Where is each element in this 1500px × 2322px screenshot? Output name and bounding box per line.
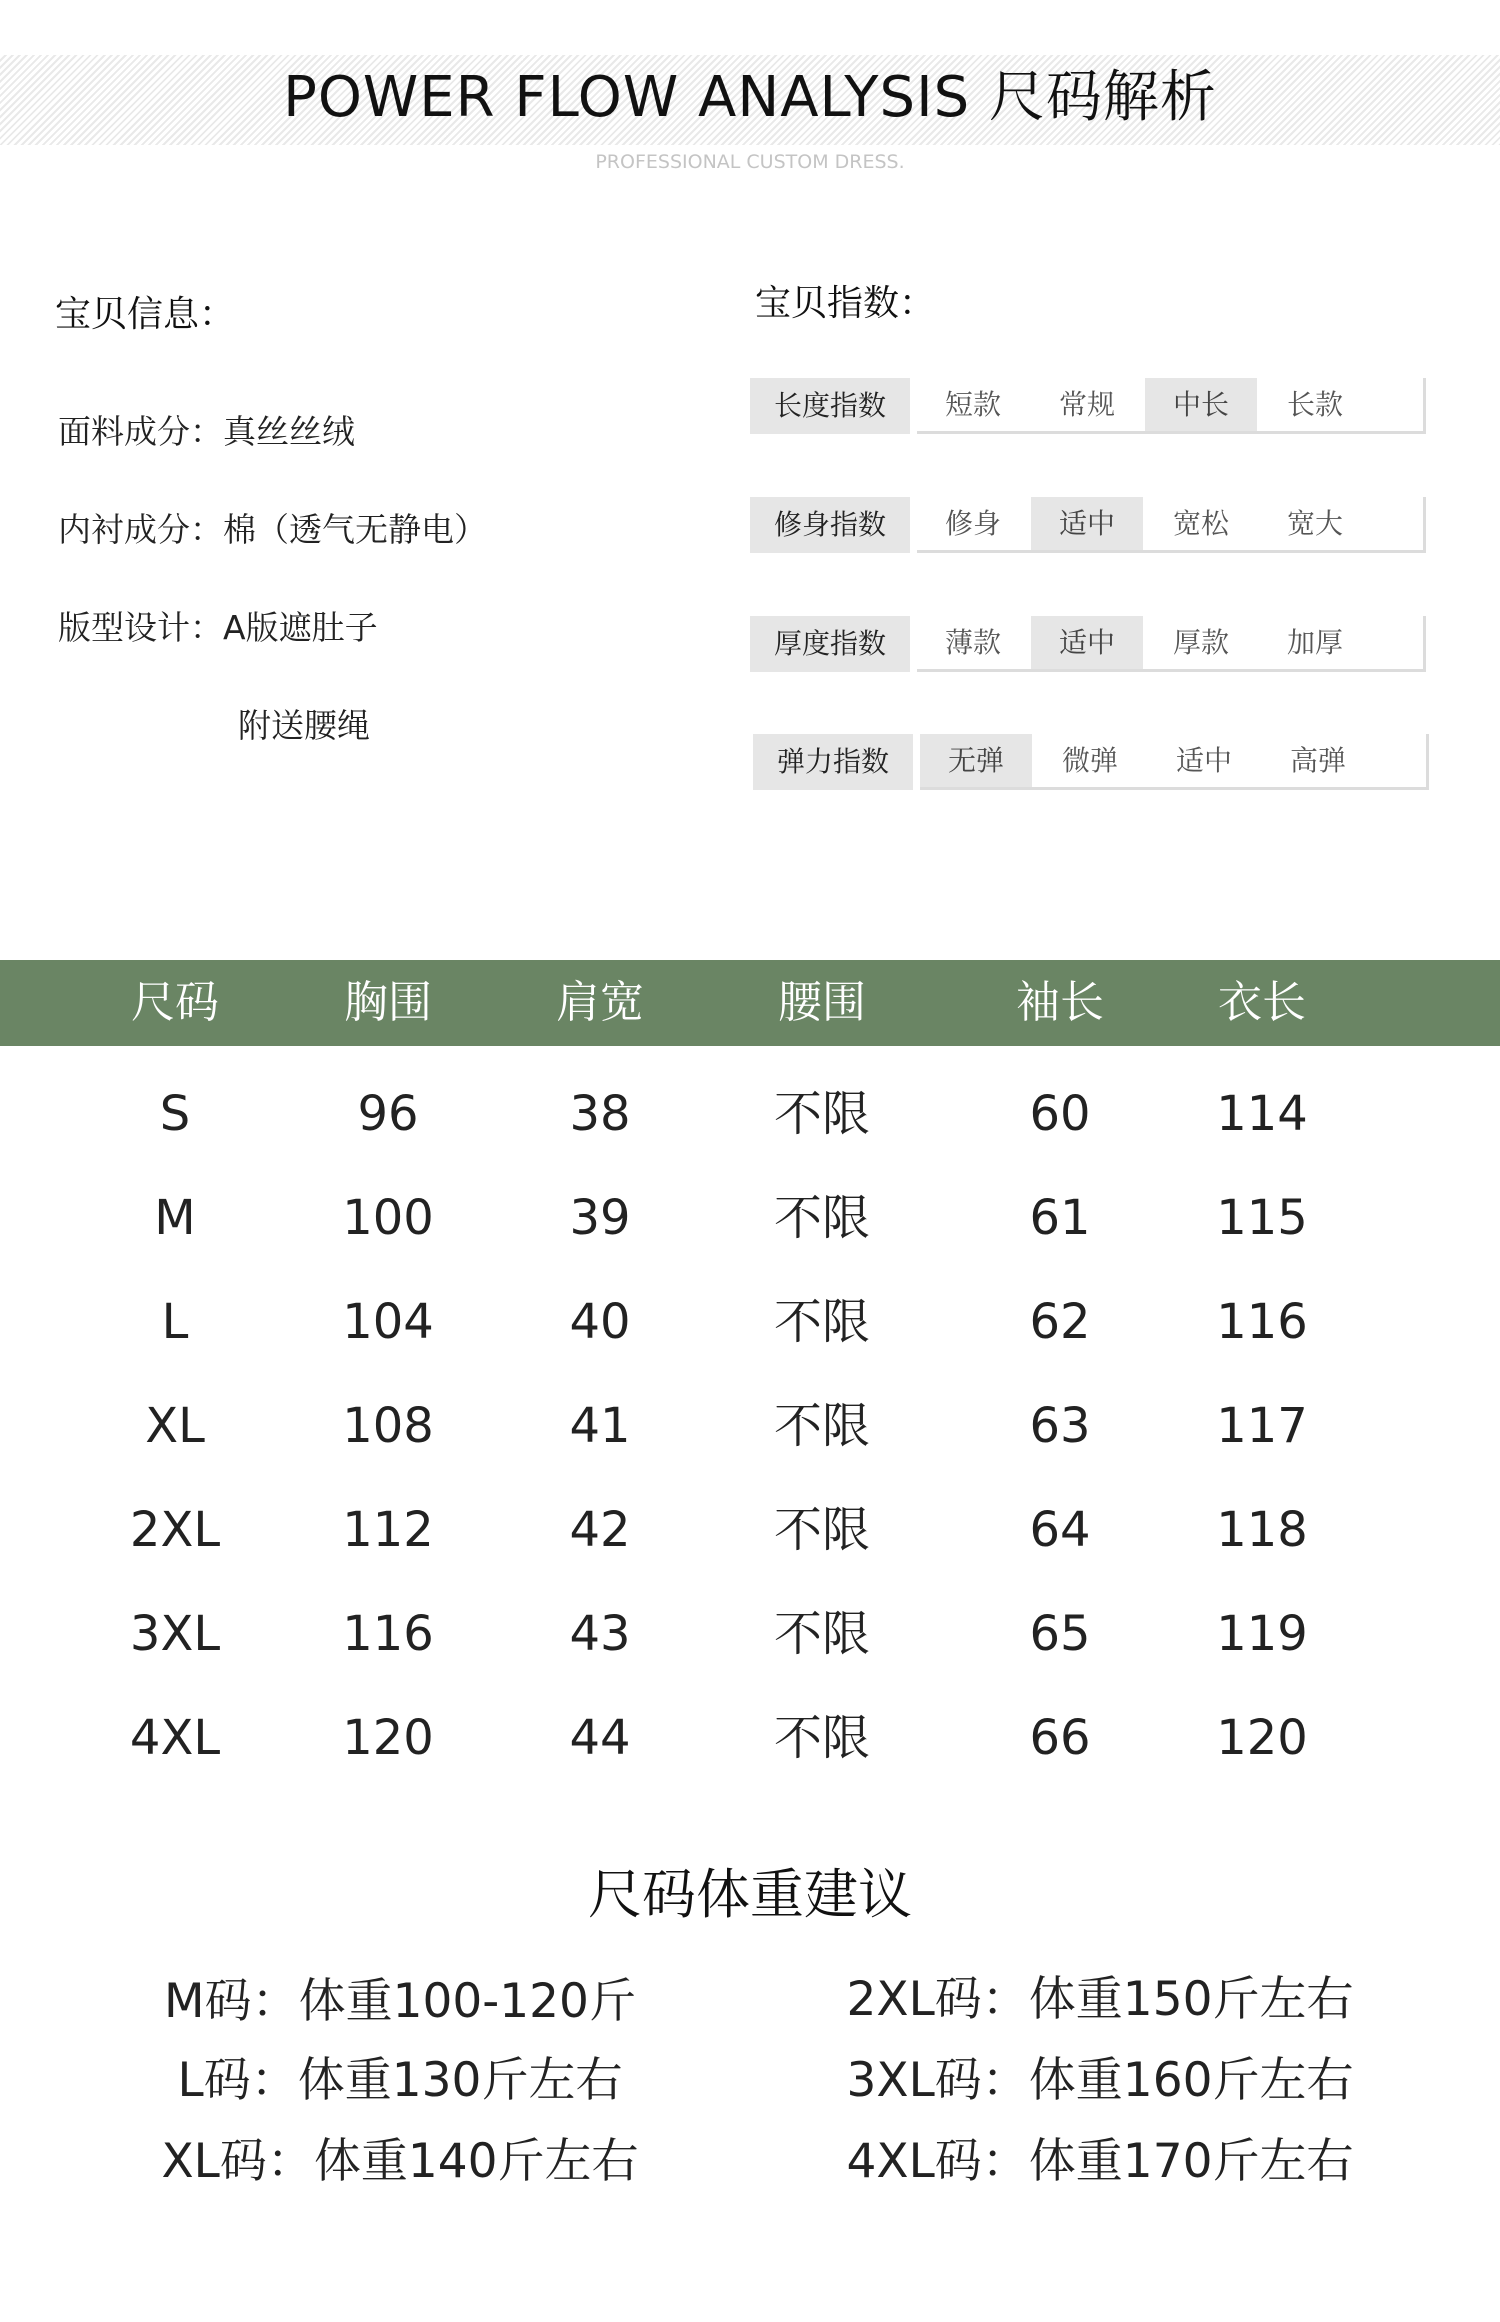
header-shoulder: 肩宽: [556, 977, 644, 1028]
belt-line: 附送腰绳: [238, 706, 370, 745]
cell-size: 3XL: [129, 1606, 221, 1662]
index-option-selected: 适中: [1031, 497, 1143, 550]
page-subtitle: PROFESSIONAL CUSTOM DRESS.: [595, 151, 905, 173]
cell-size: L: [161, 1294, 189, 1350]
size-table-header: [0, 960, 1500, 1046]
cell-waist: 不限: [773, 1398, 870, 1454]
cell-sleeve: 65: [1029, 1606, 1091, 1662]
cell-waist: 不限: [773, 1606, 870, 1662]
cell-sleeve: 62: [1029, 1294, 1091, 1350]
cell-length: 115: [1216, 1190, 1308, 1246]
cell-sleeve: 60: [1029, 1086, 1091, 1142]
cell-chest: 108: [342, 1398, 434, 1454]
cell-shoulder: 38: [569, 1086, 631, 1142]
cell-chest: 96: [357, 1086, 419, 1142]
index-option: 适中: [1175, 744, 1232, 777]
cell-length: 118: [1216, 1502, 1308, 1558]
table-row: [0, 1062, 1500, 1166]
cell-length: 114: [1216, 1086, 1308, 1142]
cell-chest: 120: [342, 1710, 434, 1766]
cell-shoulder: 41: [569, 1398, 631, 1454]
cell-shoulder: 44: [569, 1710, 631, 1766]
cell-sleeve: 66: [1029, 1710, 1091, 1766]
cell-sleeve: 64: [1029, 1502, 1091, 1558]
product-info-heading: 宝贝信息：: [55, 294, 236, 335]
header-length: 衣长: [1218, 977, 1306, 1028]
index-option-selected: 中长: [1145, 378, 1257, 431]
page-title: POWER FLOW ANALYSIS 尺码解析: [283, 65, 1217, 130]
cell-waist: 不限: [773, 1190, 870, 1246]
table-row: [0, 1686, 1500, 1790]
cell-waist: 不限: [773, 1294, 870, 1350]
index-label: 厚度指数: [750, 616, 910, 672]
weight-rec-2xl: 2XL码：体重150斤左右: [846, 1972, 1354, 2027]
index-option: 厚款: [1172, 626, 1229, 659]
index-option-selected: 适中: [1031, 616, 1143, 669]
index-option: 长款: [1286, 388, 1343, 421]
index-option: 短款: [944, 388, 1001, 421]
cell-length: 119: [1216, 1606, 1308, 1662]
index-label: 弹力指数: [753, 734, 913, 790]
product-index-heading: 宝贝指数：: [755, 283, 936, 324]
cell-length: 120: [1216, 1710, 1308, 1766]
index-options: [917, 497, 1426, 553]
cell-chest: 112: [342, 1502, 434, 1558]
cell-sleeve: 63: [1029, 1398, 1091, 1454]
weight-rec-3xl: 3XL码：体重160斤左右: [846, 2053, 1354, 2108]
table-row: [0, 1270, 1500, 1374]
weight-recommendation-title: 尺码体重建议: [588, 1863, 912, 1926]
index-option: 微弹: [1061, 744, 1118, 777]
lining-line: 内衬成分：棉（透气无静电）: [58, 510, 487, 549]
cell-shoulder: 43: [569, 1606, 631, 1662]
header-waist: 腰围: [778, 977, 866, 1028]
table-row: [0, 1374, 1500, 1478]
table-row: [0, 1166, 1500, 1270]
cell-chest: 116: [342, 1606, 434, 1662]
index-options: [917, 378, 1426, 434]
index-options: [917, 616, 1426, 672]
index-option: 宽松: [1172, 507, 1229, 540]
design-line: 版型设计：A版遮肚子: [58, 608, 378, 647]
cell-shoulder: 39: [569, 1190, 631, 1246]
cell-size: 2XL: [129, 1502, 221, 1558]
header-size: 尺码: [131, 977, 219, 1028]
index-option: 宽大: [1286, 507, 1343, 540]
weight-rec-l: L码：体重130斤左右: [177, 2053, 623, 2108]
index-option-selected: 无弹: [920, 734, 1032, 787]
cell-length: 117: [1216, 1398, 1308, 1454]
index-row-elasticity: [753, 734, 1428, 792]
index-label: 长度指数: [750, 378, 910, 434]
index-row-fit: [750, 497, 1425, 555]
index-option: 加厚: [1286, 626, 1343, 659]
cell-chest: 104: [342, 1294, 434, 1350]
weight-rec-xl: XL码：体重140斤左右: [161, 2134, 639, 2189]
fabric-line: 面料成分：真丝丝绒: [58, 412, 355, 451]
index-label: 修身指数: [750, 497, 910, 553]
header-sleeve: 袖长: [1016, 977, 1104, 1028]
cell-shoulder: 40: [569, 1294, 631, 1350]
index-options: [920, 734, 1429, 790]
table-row: [0, 1582, 1500, 1686]
cell-size: M: [154, 1190, 196, 1246]
cell-size: XL: [145, 1398, 205, 1454]
cell-length: 116: [1216, 1294, 1308, 1350]
header-chest: 胸围: [344, 977, 432, 1028]
index-option: 高弹: [1289, 744, 1346, 777]
cell-size: 4XL: [129, 1710, 221, 1766]
cell-waist: 不限: [773, 1502, 870, 1558]
cell-shoulder: 42: [569, 1502, 631, 1558]
index-row-thickness: [750, 616, 1425, 674]
cell-chest: 100: [342, 1190, 434, 1246]
cell-size: S: [159, 1086, 191, 1142]
cell-waist: 不限: [773, 1086, 870, 1142]
index-option: 薄款: [944, 626, 1001, 659]
weight-rec-m: M码：体重100-120斤: [164, 1974, 636, 2029]
index-option: 常规: [1058, 388, 1115, 421]
weight-rec-4xl: 4XL码：体重170斤左右: [846, 2134, 1354, 2189]
index-option: 修身: [944, 507, 1001, 540]
cell-waist: 不限: [773, 1710, 870, 1766]
cell-sleeve: 61: [1029, 1190, 1091, 1246]
index-row-length: [750, 378, 1425, 436]
table-row: [0, 1478, 1500, 1582]
